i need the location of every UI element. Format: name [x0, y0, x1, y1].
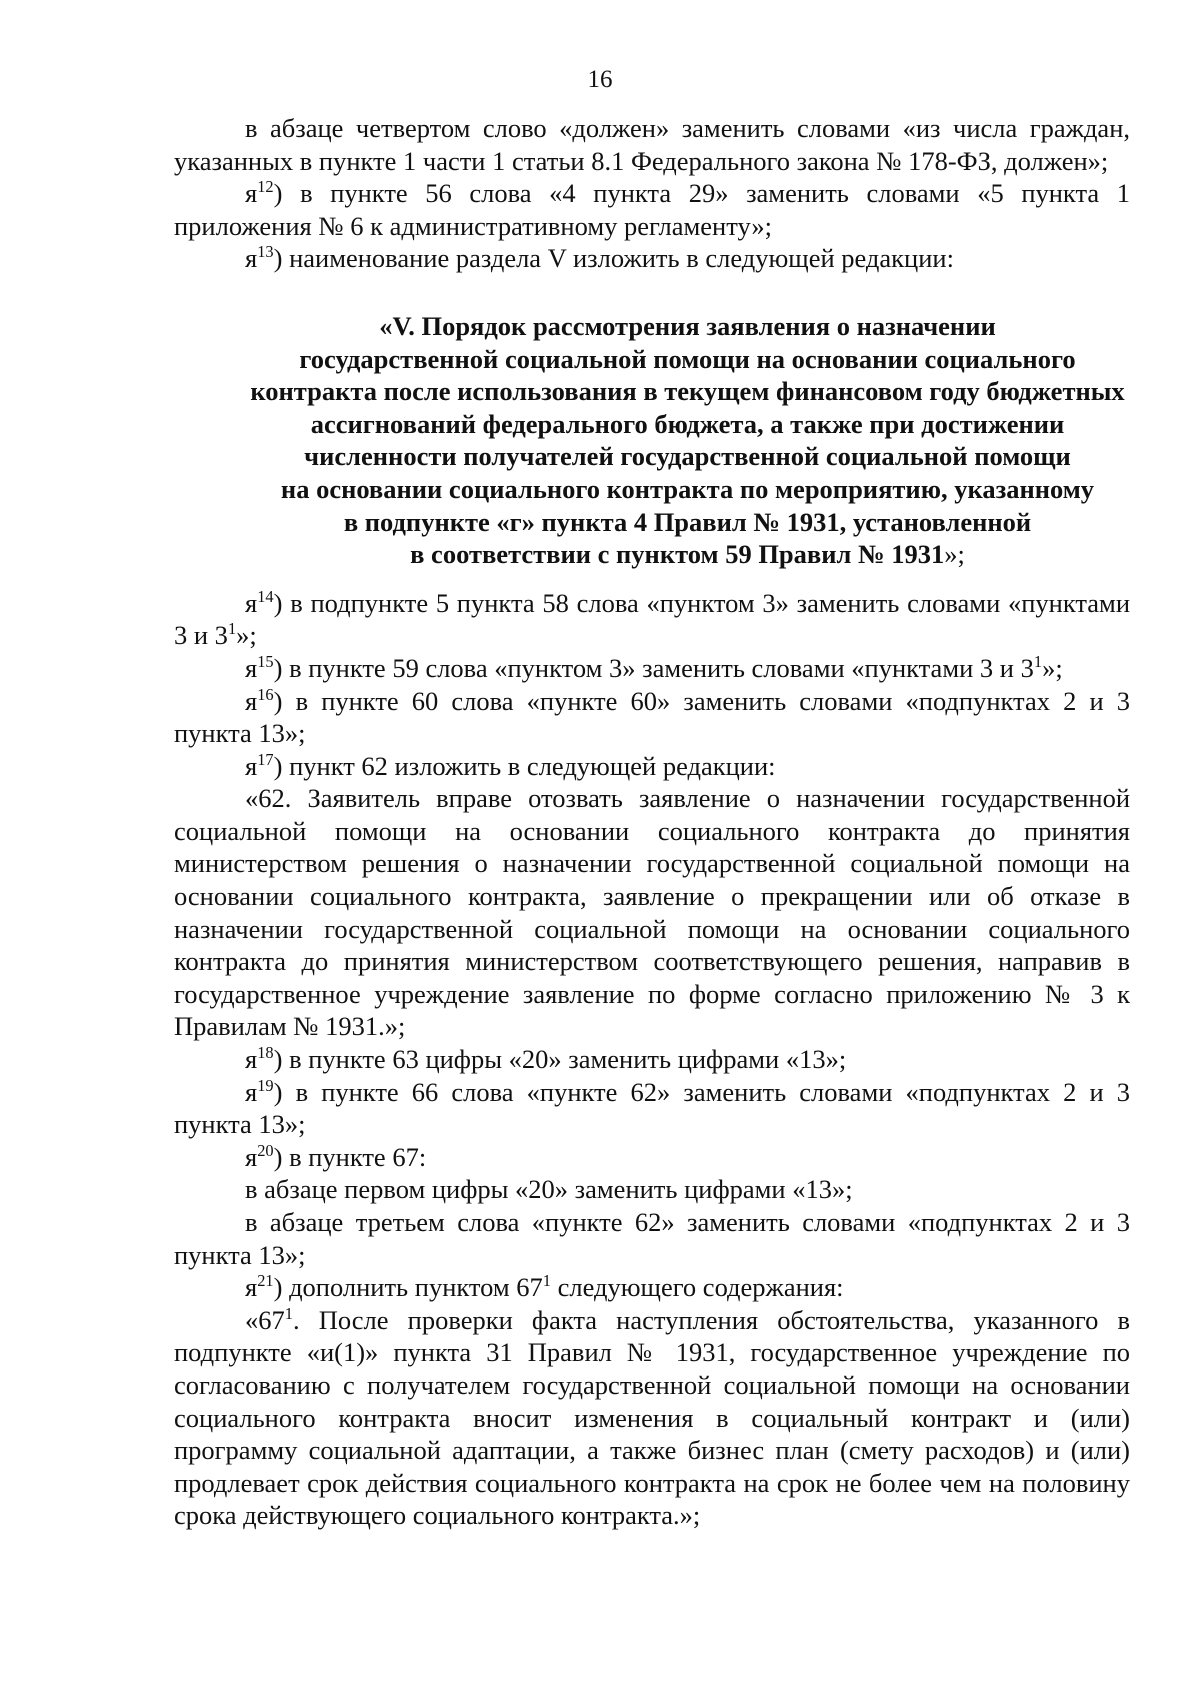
paragraph-text: в абзаце третьем слова «пункте 62» заменить словами «подпунктах 2 и 3 пункта 13»;	[174, 1207, 1130, 1270]
document-body	[174, 112, 1130, 1532]
paragraph	[174, 1271, 1130, 1304]
paragraph	[174, 1043, 1130, 1076]
item-letter: я	[245, 1044, 258, 1075]
paragraph-text: «67	[245, 1304, 285, 1335]
heading-line: ассигнований федерального бюджета, а также при достижении	[310, 408, 1065, 439]
paragraph	[174, 1141, 1130, 1174]
paragraph	[174, 1304, 1130, 1532]
paragraph-text: ) в подпункте 5 пункта 58 слова «пунктом 3» заменить словами «пунктами 3 и 3	[174, 587, 1130, 651]
heading-line: в подпункте «г» пункта 4 Правил № 1931, установленной	[343, 506, 1032, 537]
paragraph	[174, 242, 1130, 275]
paragraph-text: в абзаце четвертом слово «должен» заменить словами «из числа граждан, указанных в пункте 1 части 1 статьи 8.1 Федерального закона № 178-ФЗ, должен»;	[174, 113, 1130, 176]
paragraph-text: ) в пункте 60 слова «пункте 60» заменить словами «подпунктах 2 и 3 пункта 13»;	[174, 685, 1130, 749]
item-superscript: 20	[257, 1140, 274, 1160]
item-superscript: 13	[257, 242, 274, 262]
item-superscript: 14	[257, 586, 274, 606]
paragraph	[174, 652, 1130, 685]
paragraph-text: ) в пункте 67:	[273, 1141, 427, 1172]
item-superscript: 12	[257, 177, 274, 197]
paragraph	[174, 177, 1130, 242]
paragraph-text: ) наименование раздела V изложить в следующей редакции:	[273, 243, 954, 274]
heading-line-bold: в соответствии с пунктом 59 Правил № 1931	[410, 539, 945, 570]
paragraph	[174, 750, 1130, 783]
item-superscript: 15	[257, 652, 274, 672]
paragraph	[174, 1206, 1130, 1271]
item-letter: я	[245, 1141, 258, 1172]
item-superscript: 17	[257, 749, 274, 769]
paragraph-text: »;	[1042, 652, 1063, 683]
item-letter: я	[245, 178, 258, 209]
paragraph-text: ) в пункте 63 цифры «20» заменить цифрами «13»;	[273, 1044, 847, 1075]
paragraph-text: следующего содержания:	[551, 1272, 844, 1303]
paragraph-text: в абзаце первом цифры «20» заменить цифрами «13»;	[245, 1174, 853, 1205]
heading-line: численности получателей государственной социальной помощи	[304, 441, 1071, 472]
paragraph-text: ) пункт 62 изложить в следующей редакции:	[273, 750, 776, 781]
paragraph	[174, 782, 1130, 1043]
paragraph-text: ) в пункте 59 слова «пунктом 3» заменить словами «пунктами 3 и 3	[273, 652, 1034, 683]
item-letter: я	[245, 243, 258, 274]
paragraph-text: ) в пункте 56 слова «4 пункта 29» заменить словами «5 пункта 1 приложения № 6 к административному регламенту»;	[174, 178, 1130, 241]
item-superscript: 18	[257, 1043, 274, 1063]
paragraph	[174, 587, 1130, 652]
paragraph-text: ) в пункте 66 слова «пункте 62» заменить словами «подпунктах 2 и 3 пункта 13»;	[174, 1076, 1130, 1140]
heading-line: «V. Порядок рассмотрения заявления о назначении	[379, 310, 996, 341]
page-number: 16	[587, 66, 613, 93]
item-letter: я	[245, 587, 258, 618]
inline-superscript: 1	[227, 619, 237, 639]
item-superscript: 16	[257, 684, 274, 704]
inline-superscript: 1	[1033, 652, 1043, 672]
paragraph	[174, 685, 1130, 750]
heading-line: на основании социального контракта по мероприятию, указанному	[280, 473, 1095, 504]
item-superscript: 21	[257, 1271, 274, 1291]
paragraph	[174, 1173, 1130, 1206]
paragraph-text: ) дополнить пунктом 67	[273, 1272, 543, 1303]
inline-superscript: 1	[284, 1303, 293, 1323]
item-letter: я	[245, 652, 258, 683]
heading-line: государственной социальной помощи на основании социального	[299, 343, 1076, 374]
heading-line: контракта после использования в текущем финансовом году бюджетных	[250, 376, 1125, 407]
item-letter: я	[245, 1272, 258, 1303]
item-letter: я	[245, 1076, 258, 1107]
paragraph-text: »;	[236, 620, 257, 651]
paragraph-text: «62. Заявитель вправе отозвать заявление о назначении государственной социальной помощи на основании социального контракта до принятия министерством решения о назначении государственной социальной помощи на основании социального контракта, заявление о прекращении или об отказе в назначении государственной социальной помощи на основании социального контракта до принятия министерством соответствующего решения, направив в государственное учреждение заявление по форме согласно приложению № 3 к Правилам № 1931.»;	[174, 783, 1130, 1042]
heading-closer: »;	[944, 539, 965, 570]
item-letter: я	[245, 685, 258, 716]
heading-line	[174, 538, 1130, 571]
item-superscript: 19	[257, 1075, 274, 1095]
item-letter: я	[245, 750, 258, 781]
paragraph-text: . После проверки факта наступления обстоятельства, указанного в подпункте «и(1)» пункта 31 Правил № 1931, государственное учреждение по согласованию с получателем государственной социальной помощи на основании социального контракта вносит изменения в социальный контракт и (или) программу социальной адаптации, а также бизнес план (смету расходов) и (или) продлевает срок действия социального контракта на срок не более чем на половину срока действующего социального контракта.»;	[174, 1304, 1130, 1531]
paragraph	[174, 112, 1130, 177]
inline-superscript: 1	[542, 1271, 551, 1291]
section-heading	[174, 310, 1130, 571]
paragraph	[174, 1076, 1130, 1141]
